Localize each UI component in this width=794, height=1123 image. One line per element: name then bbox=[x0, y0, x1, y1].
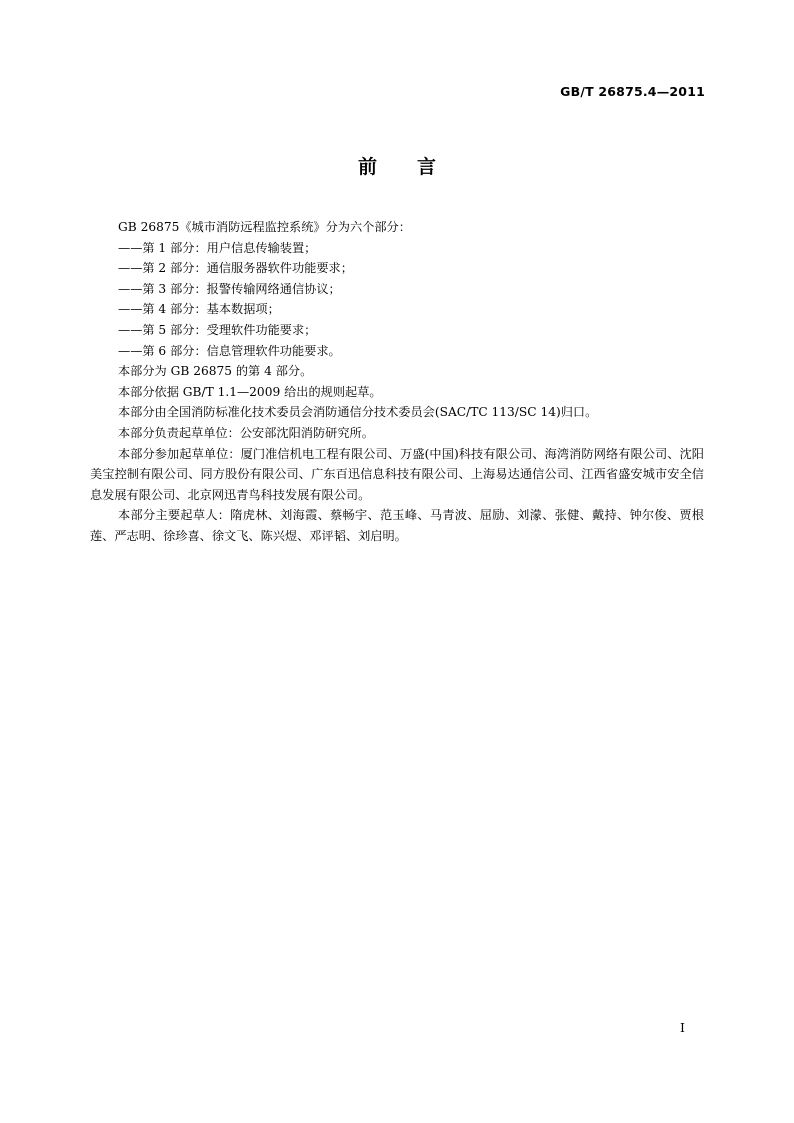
list-item-part-6: ——第 6 部分：信息管理软件功能要求。 bbox=[118, 343, 341, 358]
title-char-1: 前 bbox=[357, 156, 377, 178]
paragraph-main-drafters: 本部分主要起草人：隋虎林、刘海霞、蔡畅宇、范玉峰、马青波、屈励、刘濛、张健、戴持、钟尔俊、贾根莲、严志明、徐珍喜、徐文飞、陈兴煜、邓评韬、刘启明。 bbox=[90, 508, 704, 543]
standard-number: GB/T 26875.4—2011 bbox=[560, 84, 705, 99]
list-item-part-4: ——第 4 部分：基本数据项； bbox=[118, 302, 280, 317]
page-title bbox=[0, 152, 794, 179]
foreword-body bbox=[90, 217, 704, 547]
paragraph-responsible-committee: 本部分由全国消防标准化技术委员会消防通信分技术委员会(SAC/TC 113/SC 14)归口。 bbox=[118, 405, 598, 420]
paragraph-this-part: 本部分为 GB 26875 的第 4 部分。 bbox=[118, 364, 313, 379]
list-item-part-1: ——第 1 部分：用户信息传输装置； bbox=[118, 240, 317, 255]
list-item-part-2: ——第 2 部分：通信服务器软件功能要求； bbox=[118, 261, 353, 276]
list-item-part-3: ——第 3 部分：报警传输网络通信协议； bbox=[118, 281, 341, 296]
page-number: I bbox=[680, 1020, 685, 1035]
paragraph-lead-drafter: 本部分负责起草单位：公安部沈阳消防研究所。 bbox=[118, 425, 374, 440]
list-item-part-5: ——第 5 部分：受理软件功能要求； bbox=[118, 322, 317, 337]
paragraph-participating-units: 本部分参加起草单位：厦门准信机电工程有限公司、万盛(中国)科技有限公司、海湾消防网络有限公司、沈阳美宝控制有限公司、同方股份有限公司、广东百迅信息科技有限公司、上海易达通信公司、江西省盛安城市安全信息发展有限公司、北京网迅青鸟科技发展有限公司。 bbox=[90, 446, 704, 502]
paragraph-drafting-rules: 本部分依据 GB/T 1.1—2009 给出的规则起草。 bbox=[118, 384, 382, 399]
paragraph-intro: GB 26875《城市消防远程监控系统》分为六个部分： bbox=[118, 220, 411, 234]
title-char-2: 言 bbox=[417, 156, 437, 178]
